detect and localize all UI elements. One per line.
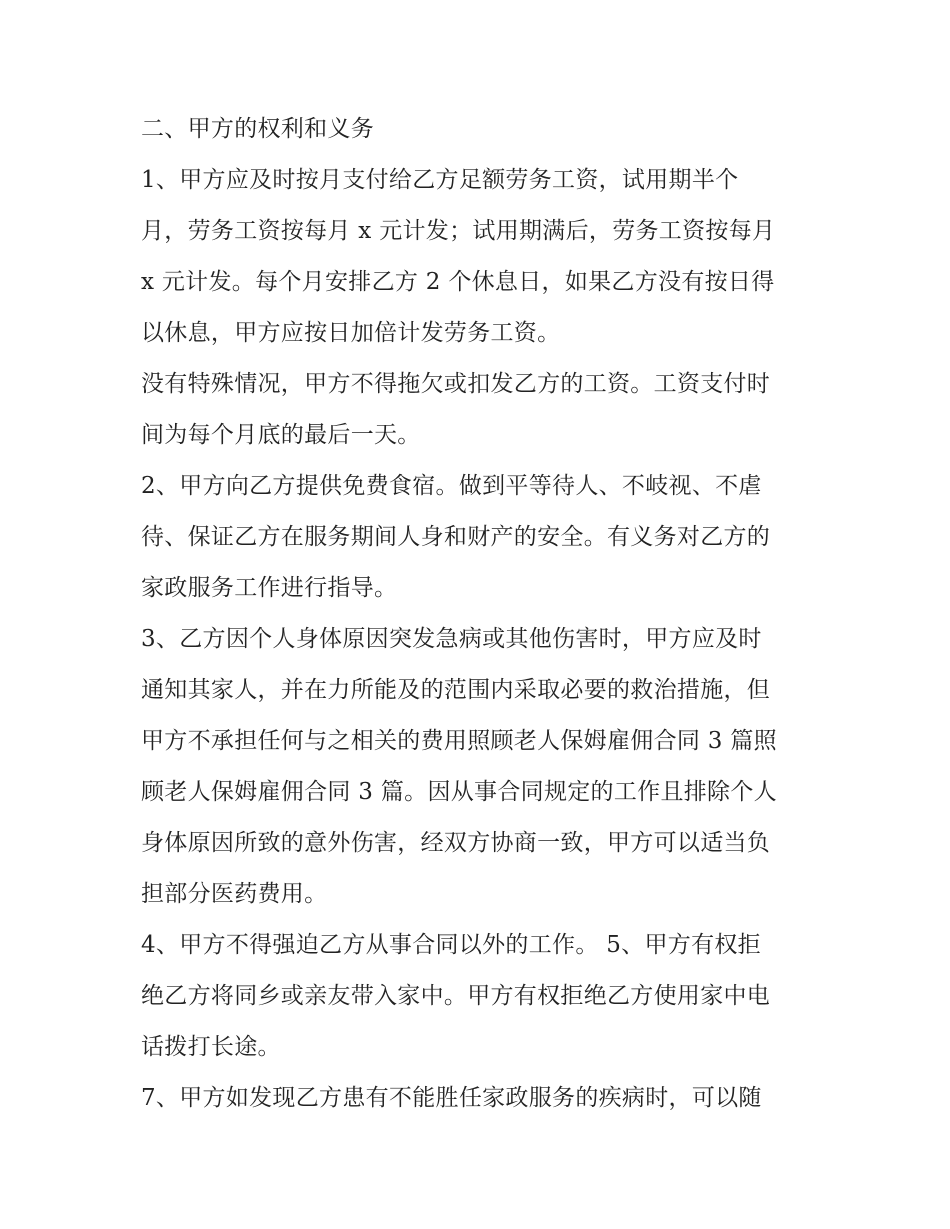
text-line: 绝乙方将同乡或亲友带入家中。甲方有权拒绝乙方使用家中电 bbox=[141, 983, 771, 1009]
text-line: 1、甲方应及时按月支付给乙方足额劳务工资，试用期半个 bbox=[141, 167, 739, 193]
text-line: 话拨打长途。 bbox=[141, 1034, 281, 1060]
text-line: 2、甲方向乙方提供免费食宿。做到平等待人、不岐视、不虐 bbox=[141, 473, 762, 499]
text-line: 家政服务工作进行指导。 bbox=[141, 575, 398, 601]
text-line: 没有特殊情况，甲方不得拖欠或扣发乙方的工资。工资支付时 bbox=[141, 371, 771, 397]
text-line: 身体原因所致的意外伤害，经双方协商一致，甲方可以适当负 bbox=[141, 830, 771, 856]
text-line: 待、保证乙方在服务期间人身和财产的安全。有义务对乙方的 bbox=[141, 524, 771, 550]
text-line: 间为每个月底的最后一天。 bbox=[141, 422, 421, 448]
text-line: 7、甲方如发现乙方患有不能胜任家政服务的疾病时，可以随 bbox=[141, 1085, 762, 1111]
text-line: 通知其家人，并在力所能及的范围内采取必要的救治措施，但 bbox=[141, 677, 771, 703]
text-line: 顾老人保姆雇佣合同 3 篇。因从事合同规定的工作且排除个人 bbox=[141, 779, 777, 805]
text-line: 4、甲方不得强迫乙方从事合同以外的工作。 5、甲方有权拒 bbox=[141, 932, 761, 958]
text-line: 3、乙方因个人身体原因突发急病或其他伤害时，甲方应及时 bbox=[141, 626, 762, 652]
text-line: 月，劳务工资按每月 x 元计发；试用期满后，劳务工资按每月 bbox=[141, 218, 776, 244]
section-heading: 二、甲方的权利和义务 bbox=[141, 116, 374, 142]
text-line: 以休息，甲方应按日加倍计发劳务工资。 bbox=[141, 320, 561, 346]
text-line: x 元计发。每个月安排乙方 2 个休息日，如果乙方没有按日得 bbox=[141, 269, 775, 295]
text-line: 担部分医药费用。 bbox=[141, 881, 328, 907]
document-body bbox=[141, 104, 821, 1124]
text-line: 甲方不承担任何与之相关的费用照顾老人保姆雇佣合同 3 篇照 bbox=[141, 728, 777, 754]
